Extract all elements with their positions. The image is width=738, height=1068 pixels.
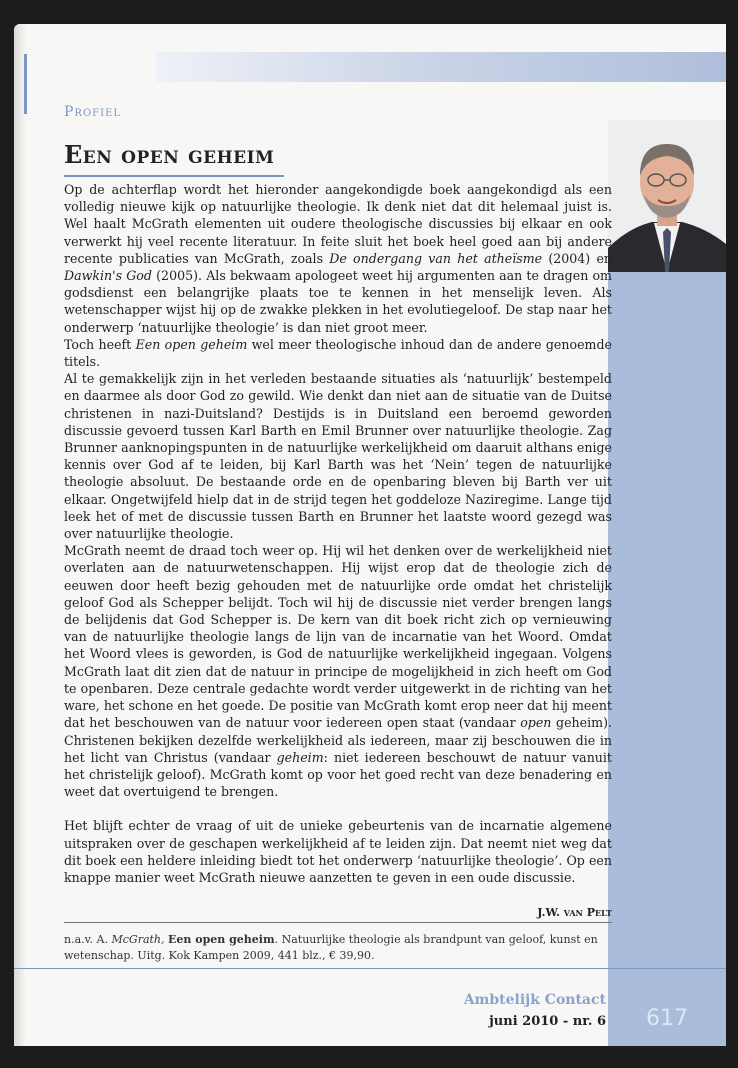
issue-label: juni 2010 - nr. 6 bbox=[489, 1014, 606, 1029]
section-label: Profiel bbox=[64, 104, 121, 120]
page-spine-shadow bbox=[14, 24, 26, 1046]
book-title: Een open geheim bbox=[168, 933, 275, 946]
magazine-page bbox=[14, 24, 726, 1046]
page-number: 617 bbox=[646, 1006, 688, 1031]
paragraph: McGrath neemt de draad toch weer op. Hij wil het denken over de werkelijkheid niet overlaten aan de natuurwetenschappen. Hij wijst erop dat de theologie zich de eeuwen door heeft bezig gehouden met de natuurlijke orde omdat het christelijk geloof God als Schepper belijdt. Toch wil hij de discussie niet verder brengen langs de belijdenis dat God Schepper is. De kern van dit boek richt zich op vernieuwing van de natuurlijke theologie langs de lijn van de incarnatie van het Woord. Omdat het Woord vlees is geworden, is God de natuurlijke werkelijkheid ingegaan. Volgens McGrath laat dit zien dat de natuur in principe de mogelijkheid in zich heeft om God te openbaren. Deze centrale gedachte wordt verder uitgewerkt in de richting van het ware, het schone en het goede. De positie van McGrath komt erop neer dat hij meent dat het beschouwen van de natuur voor iedereen open staat (vandaar open geheim). Christenen bekijken dezelfde werkelijkheid als iedereen, maar zij beschouwen die in het licht van Christus (vandaar geheim: niet iedereen beschouwt de natuur vanuit het christelijk geloof). McGrath komt op voor het goed recht van deze benadering en weet dat overtuigend te brengen. bbox=[64, 543, 612, 800]
article-title: Een open geheim bbox=[64, 140, 275, 169]
header-color-band bbox=[156, 52, 726, 82]
paragraph: Op de achterflap wordt het hieronder aangekondigde boek aangekondigd als een volledig nieuwe kijk op natuurlijke theologie. Ik denk niet dat dit helemaal juist is. Wel haalt McGrath elementen uit oudere theologische discussies bij elkaar en ook verwerkt hij veel recente literatuur. In feite sluit het boek heel goed aan bij andere recente publicaties van McGrath, zoals De ondergang van het atheïsme (2004) en Dawkin's God (2005). Als bekwaam apologeet weet hij argumenten aan te dragen om godsdienst een belangrijke plaats toe te kennen in het menselijk leven. Als wetenschapper wijst hij op de zwakke plekken in het evolutiegeloof. De stap naar het onderwerp ‘natuurlijke theologie’ is dan niet groot meer. bbox=[64, 182, 613, 335]
title-underline bbox=[64, 175, 284, 177]
footer-divider bbox=[14, 968, 726, 969]
paragraph: Het blijft echter de vraag of uit de unieke gebeurtenis van de incarnatie algemene uitspraken over de geschapen werkelijkheid af te leiden zijn. Dat neemt niet weg dat dit boek een heldere inleiding biedt tot het onderwerp ‘natuurlijke theologie’. Op een knappe manier weet McGrath nieuwe aanzetten te geven in een oude discussie. bbox=[64, 818, 612, 885]
margin-mark bbox=[24, 54, 27, 114]
journal-name: Ambtelijk Contact bbox=[463, 992, 606, 1008]
portrait-illustration bbox=[608, 120, 726, 272]
paragraph: Al te gemakkelijk zijn in het verleden bestaande situaties als ‘natuurlijk’ bestempeld en daarmee als door God zo gewild. Wie denkt dan niet aan de situatie van de Duitse christenen in nazi-Duitsland? Destijds is in Duitsland een beroemd geworden discussie gevoerd tussen Karl Barth en Emil Brunner over natuurlijke theologie. Zag Brunner aanknopingspunten in de natuurlijke werkelijkheid om daaruit althans enige kennis over God af te leiden, bij Karl Barth was het ‘Nein’ tegen de natuurlijke theologie absoluut. De bestaande orde en de openbaring bleven bij Barth ver uit elkaar. Ongetwijfeld hielp dat in de strijd tegen het goddeloze Naziregime. Lange tijd leek het of met de discussie tussen Barth en Brunner het laatste woord gezegd was over natuurlijke theologie. bbox=[64, 371, 612, 542]
author-portrait bbox=[608, 120, 726, 272]
paragraph: Toch heeft Een open geheim wel meer theologische inhoud dan de andere genoemde titels. bbox=[64, 336, 612, 370]
author-byline: J.W. van Pelt bbox=[537, 906, 612, 919]
book-reference: n.a.v. A. McGrath, Een open geheim. Natuurlijke theologie als brandpunt van geloof, kunst en wetenschap. Uitg. Kok Kampen 2009, 441 blz., € 39,90. bbox=[64, 933, 598, 962]
article-body bbox=[64, 181, 612, 886]
reference-divider bbox=[64, 922, 612, 923]
